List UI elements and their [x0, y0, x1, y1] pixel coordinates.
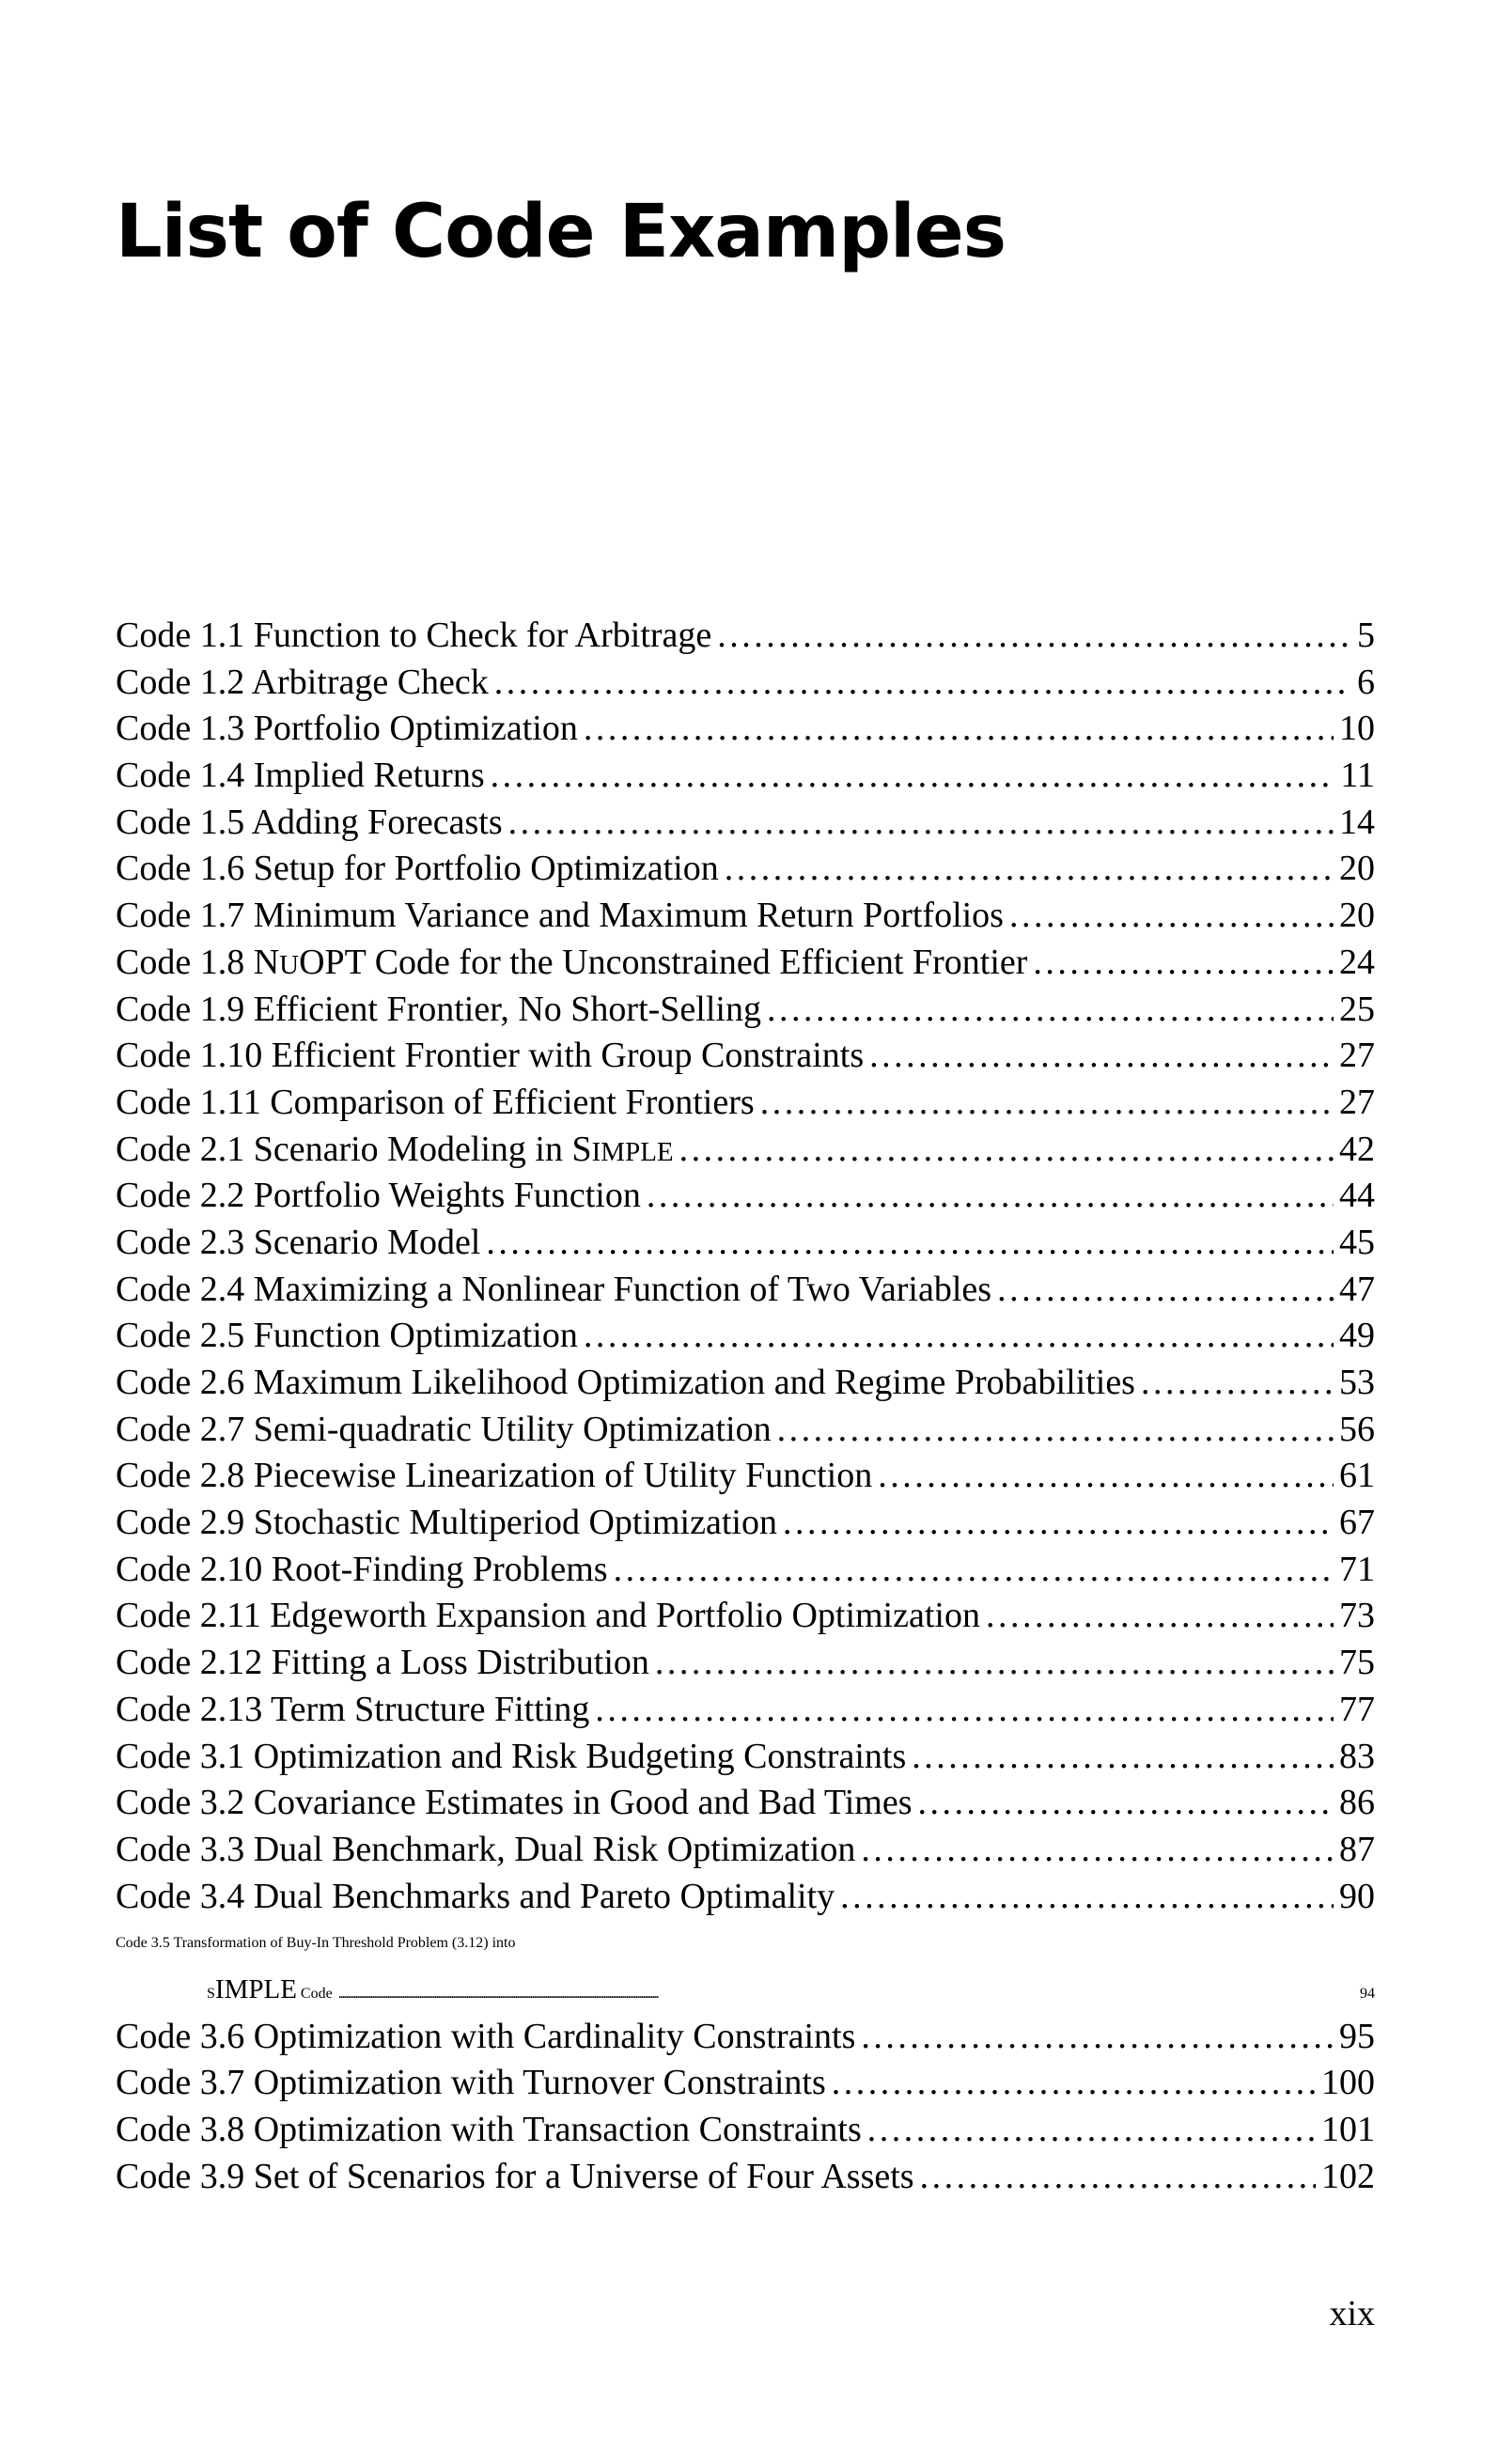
- page-folio: xix: [1329, 2294, 1375, 2333]
- entry-label-text: S: [207, 1985, 215, 2002]
- entry-label: Code 2.10 Root-Finding Problems: [116, 1549, 608, 1589]
- page-number: 67: [1339, 1503, 1375, 1543]
- entry-label: Code 1.11 Comparison of Efficient Frontiers: [116, 1082, 755, 1122]
- page-number: 77: [1339, 1689, 1375, 1729]
- list-item[interactable]: [116, 1267, 1375, 1314]
- dot-leader: [997, 1267, 1334, 1314]
- page-number: 5: [1357, 616, 1375, 655]
- dot-leader: [491, 753, 1335, 800]
- dot-leader: [494, 660, 1351, 707]
- dot-leader: [832, 2060, 1316, 2107]
- page-number: 83: [1339, 1736, 1375, 1776]
- entry-label: Code 1.3 Portfolio Optimization: [116, 709, 578, 749]
- page-number: 27: [1339, 1082, 1375, 1122]
- list-item[interactable]: [116, 1127, 1375, 1174]
- entry-label: Code 1.9 Efficient Frontier, No Short-Selling: [116, 989, 761, 1029]
- list-item[interactable]: [116, 706, 1375, 753]
- entry-label: Code 3.5 Transformation of Buy-In Threshold Problem (3.12) into: [116, 1935, 516, 1952]
- page-number: 47: [1339, 1269, 1375, 1309]
- entry-label: Code 2.4 Maximizing a Nonlinear Function of Two Variables: [116, 1269, 992, 1309]
- entry-label: Code 2.3 Scenario Model: [116, 1222, 481, 1262]
- list-item[interactable]: [116, 1874, 1375, 1921]
- page-number: 71: [1339, 1549, 1375, 1589]
- list-item[interactable]: [116, 2014, 1375, 2061]
- list-item[interactable]: [116, 1780, 1375, 1827]
- dot-leader: [486, 1220, 1334, 1267]
- entry-label: Code 2.12 Fitting a Loss Distribution: [116, 1643, 649, 1683]
- list-item[interactable]: [116, 1080, 1375, 1127]
- small-caps-text: U: [279, 949, 300, 980]
- entry-label: Code 1.10 Efficient Frontier with Group Constraints: [116, 1036, 865, 1076]
- list-item[interactable]: [116, 1313, 1375, 1360]
- entry-label: Code 2.7 Semi-quadratic Utility Optimization: [116, 1409, 772, 1449]
- dot-leader: [1141, 1360, 1334, 1407]
- page-number: 10: [1339, 709, 1375, 749]
- entry-label: Code 2.5 Function Optimization: [116, 1316, 578, 1356]
- page-number: 20: [1339, 896, 1375, 936]
- dot-leader: [986, 1593, 1334, 1640]
- dot-leader: [1033, 940, 1334, 987]
- dot-leader: [338, 1971, 1354, 2018]
- entry-label: Code 3.9 Set of Scenarios for a Universe of Four Assets: [116, 2156, 914, 2196]
- entry-label-text: Code 2.1 Scenario Modeling in S: [116, 1129, 592, 1169]
- page-number: 25: [1339, 989, 1375, 1029]
- list-item[interactable]: [116, 1687, 1375, 1734]
- entry-label: Code 1.1 Function to Check for Arbitrage: [116, 616, 712, 655]
- entry-continuation: [116, 1967, 1375, 2014]
- list-item[interactable]: [116, 1173, 1375, 1220]
- entry-label: Code 1.5 Adding Forecasts: [116, 802, 503, 842]
- dot-leader: [717, 613, 1351, 660]
- page-number: 61: [1339, 1456, 1375, 1496]
- page-number: 100: [1321, 2063, 1375, 2103]
- page-number: 101: [1321, 2110, 1375, 2150]
- dot-leader: [878, 1453, 1334, 1500]
- list-item[interactable]: [116, 987, 1375, 1034]
- entry-label-text: Code: [296, 1985, 333, 2002]
- list-item[interactable]: [116, 660, 1375, 707]
- dot-leader: [861, 1827, 1334, 1874]
- dot-leader: [614, 1547, 1334, 1594]
- entry-label: Code 1.7 Minimum Variance and Maximum Return Portfolios: [116, 896, 1004, 936]
- list-item[interactable]: [116, 1220, 1375, 1267]
- entry-label: Code 1.2 Arbitrage Check: [116, 662, 489, 702]
- page-number: 11: [1340, 756, 1375, 796]
- dot-leader: [584, 706, 1334, 753]
- entry-label: Code 3.2 Covariance Estimates in Good and Bad Times: [116, 1783, 913, 1823]
- list-item[interactable]: [116, 846, 1375, 893]
- entry-label-continuation: [207, 1967, 338, 2018]
- dot-leader: [777, 1407, 1334, 1454]
- dot-leader: [595, 1687, 1334, 1734]
- entry-label: Code 3.1 Optimization and Risk Budgeting Constraints: [116, 1736, 907, 1776]
- list-item[interactable]: [116, 1500, 1375, 1547]
- page-number: 73: [1339, 1596, 1375, 1636]
- entry-label: Code 3.8 Optimization with Transaction Constraints: [116, 2110, 862, 2150]
- dot-leader: [861, 2014, 1334, 2061]
- list-item[interactable]: [116, 1920, 1375, 2013]
- list-item[interactable]: [116, 1033, 1375, 1080]
- entry-label: Code 3.6 Optimization with Cardinality Constraints: [116, 2016, 856, 2056]
- dot-leader: [783, 1500, 1334, 1547]
- dot-leader: [912, 1734, 1334, 1781]
- dot-leader: [867, 2107, 1316, 2154]
- dot-leader: [584, 1313, 1334, 1360]
- entry-label: Code 2.11 Edgeworth Expansion and Portfolio Optimization: [116, 1596, 980, 1636]
- list-item[interactable]: [116, 2107, 1375, 2154]
- page-number: 42: [1339, 1129, 1375, 1169]
- entry-label: Code 2.6 Maximum Likelihood Optimization and Regime Probabilities: [116, 1363, 1135, 1402]
- page-number: 90: [1339, 1876, 1375, 1916]
- list-item[interactable]: [116, 1640, 1375, 1687]
- page-number: 44: [1339, 1176, 1375, 1216]
- dot-leader: [920, 2154, 1316, 2201]
- entry-label: Code 2.2 Portfolio Weights Function: [116, 1176, 641, 1216]
- page-number: 49: [1339, 1316, 1375, 1356]
- list-item[interactable]: [116, 1360, 1375, 1407]
- small-caps-text: IMPLE: [214, 1973, 297, 2004]
- entry-label: [116, 940, 1033, 990]
- page-number: 102: [1321, 2156, 1375, 2196]
- list-item[interactable]: [116, 613, 1375, 660]
- dot-leader: [760, 1080, 1334, 1127]
- small-caps-text: IMPLE: [591, 1136, 674, 1167]
- dot-leader: [508, 800, 1334, 847]
- page-number: 6: [1357, 662, 1375, 702]
- dot-leader: [1009, 893, 1334, 940]
- entry-label: Code 3.3 Dual Benchmark, Dual Risk Optimization: [116, 1829, 856, 1869]
- list-item[interactable]: [116, 1734, 1375, 1781]
- list-item[interactable]: [116, 2060, 1375, 2107]
- page-number: 75: [1339, 1643, 1375, 1683]
- dot-leader: [725, 846, 1334, 893]
- list-item[interactable]: [116, 2154, 1375, 2201]
- page-number: 87: [1339, 1829, 1375, 1869]
- page-number: 56: [1339, 1409, 1375, 1449]
- page-number: 95: [1339, 2016, 1375, 2056]
- entry-label: Code 1.4 Implied Returns: [116, 756, 485, 796]
- page-number: 20: [1339, 849, 1375, 889]
- dot-leader: [679, 1127, 1334, 1174]
- page-number: 24: [1339, 942, 1375, 982]
- dot-leader: [869, 1033, 1334, 1080]
- dot-leader: [767, 987, 1334, 1034]
- page-number: 45: [1339, 1222, 1375, 1262]
- list-item[interactable]: [116, 1407, 1375, 1454]
- list-item[interactable]: [116, 940, 1375, 987]
- entry-label: Code 1.6 Setup for Portfolio Optimization: [116, 849, 719, 889]
- code-examples-list: [116, 613, 1375, 2200]
- entry-label: Code 2.9 Stochastic Multiperiod Optimization: [116, 1503, 777, 1543]
- page-number: 27: [1339, 1036, 1375, 1076]
- list-item[interactable]: [116, 1827, 1375, 1874]
- page-number: 86: [1339, 1783, 1375, 1823]
- page-number: 53: [1339, 1363, 1375, 1402]
- list-item[interactable]: [116, 1547, 1375, 1594]
- dot-leader: [840, 1874, 1334, 1921]
- entry-label-text: Code 1.8 N: [116, 942, 280, 982]
- dot-leader: [647, 1173, 1334, 1220]
- entry-label: Code 3.4 Dual Benchmarks and Pareto Optimality: [116, 1876, 835, 1916]
- page-number: 14: [1339, 802, 1375, 842]
- entry-label: Code 3.7 Optimization with Turnover Constraints: [116, 2063, 826, 2103]
- list-item[interactable]: [116, 1593, 1375, 1640]
- page-number: 94: [1360, 1985, 1375, 2002]
- page-title: List of Code Examples: [116, 190, 1006, 274]
- entry-label: [116, 1127, 679, 1177]
- dot-leader: [655, 1640, 1334, 1687]
- list-item[interactable]: [116, 893, 1375, 940]
- entry-label-text: OPT Code for the Unconstrained Efficient Frontier: [299, 942, 1028, 982]
- list-item[interactable]: [116, 800, 1375, 847]
- list-item[interactable]: [116, 753, 1375, 800]
- dot-leader: [918, 1780, 1334, 1827]
- entry-label: Code 2.13 Term Structure Fitting: [116, 1689, 590, 1729]
- list-item[interactable]: [116, 1453, 1375, 1500]
- entry-label: Code 2.8 Piecewise Linearization of Utility Function: [116, 1456, 873, 1496]
